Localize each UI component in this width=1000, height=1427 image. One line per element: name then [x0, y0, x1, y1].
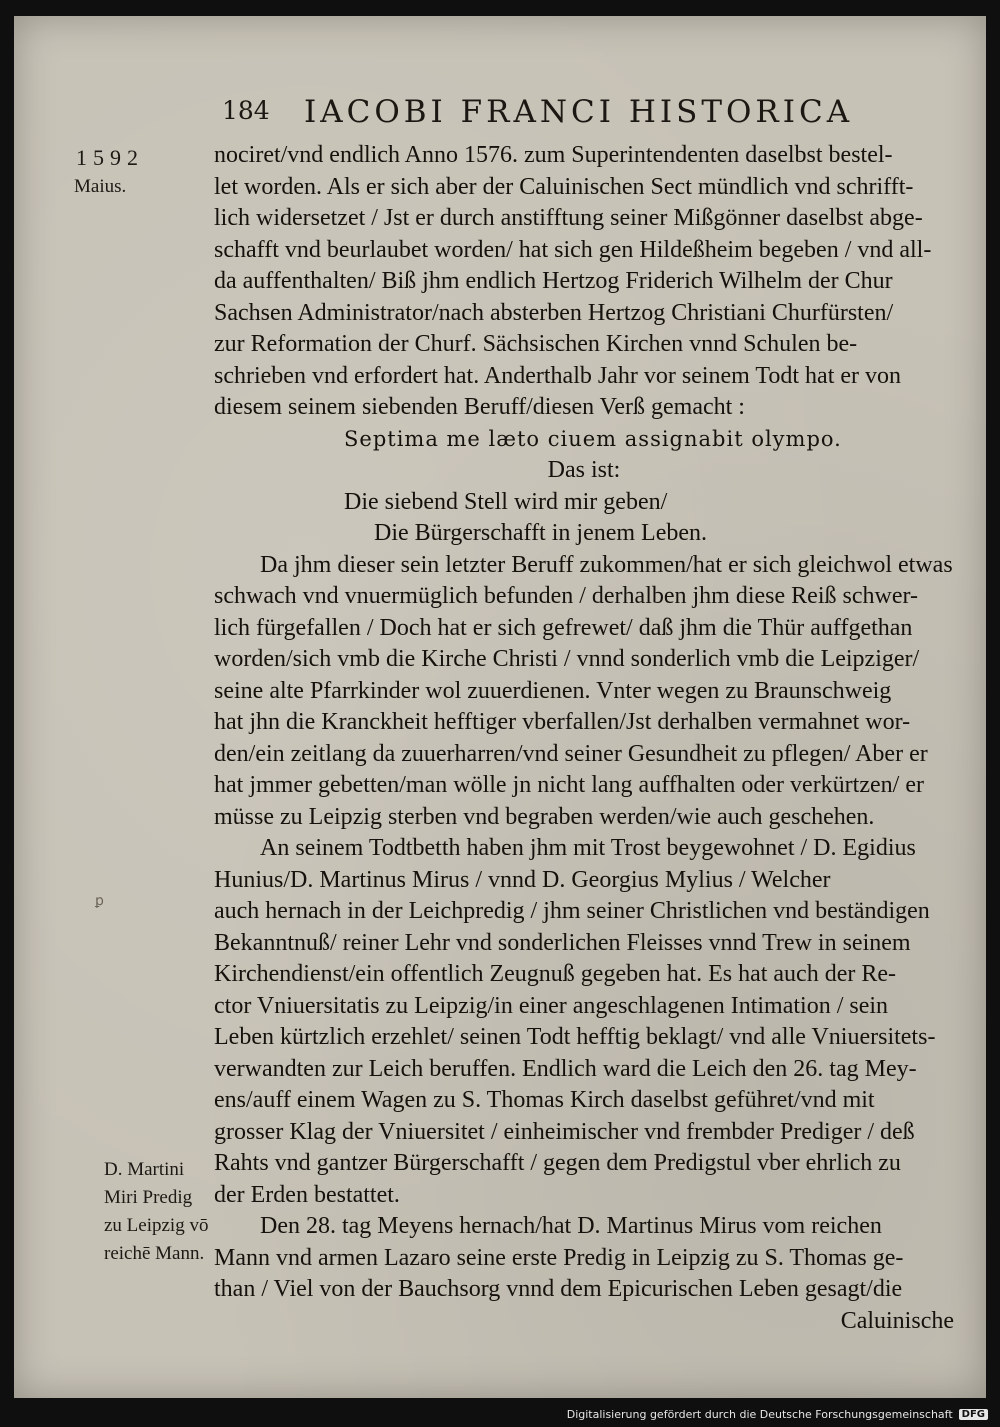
text-line: verwandten zur Leich beruffen. Endlich ward die Leich den 26. tag Mey-: [214, 1055, 917, 1082]
text-line: schafft vnd beurlaubet worden/ hat sich gen Hildeßheim begeben / vnd all-: [214, 236, 932, 263]
page-number: 184: [222, 96, 270, 125]
catchword: Caluinische: [840, 1307, 954, 1334]
text-line: auch hernach in der Leichpredig / jhm seiner Christlichen vnd beständigen: [214, 898, 930, 924]
text-line: lich fürgefallen / Doch hat er sich gefrewet/ daß jhm die Thür auffgethan: [214, 614, 913, 641]
latin-verse: Septima me læto ciuem assignabit olympo.: [344, 426, 842, 451]
page-mark: ꝑ: [95, 893, 104, 909]
text-line: schwach vnd vnuermüglich befunden / derhalben jhm diese Reiß schwer-: [214, 583, 918, 609]
text-line: Kirchendienst/ein offentlich Zeugnuß gegeben hat. Es hat auch der Re-: [214, 961, 896, 987]
text-line: diesem seinem siebenden Beruff/diesen Verß gemacht :: [214, 394, 745, 420]
text-line: lich widersetzet / Jst er durch anstifftung seiner Mißgönner daselbst abge-: [214, 205, 923, 231]
text-line: Sachsen Administrator/nach absterben Hertzog Christiani Churfürsten/: [214, 299, 894, 326]
text-line: seine alte Pfarrkinder wol zuuerdienen. Vnter wegen zu Braunschweig: [214, 677, 892, 704]
poem-line: Die siebend Stell wird mir geben/: [344, 488, 668, 515]
text-line: ctor Vniuersitatis zu Leipzig/in einer angeschlagenen Intimation / sein: [214, 992, 889, 1019]
margin-month: Maius.: [74, 176, 127, 197]
text-line: ens/auff einem Wagen zu S. Thomas Kirch daselbst geführet/vnd mit: [214, 1087, 875, 1113]
text-line: An seinem Todtbetth haben jhm mit Trost beygewohnet / D. Egidius: [260, 835, 916, 861]
text-line: der Erden bestattet.: [214, 1181, 400, 1208]
text-line: Den 28. tag Meyens hernach/hat D. Martinus Mirus vom reichen: [260, 1213, 882, 1239]
text-line: den/ein zeitlang da zuuerharren/vnd seiner Gesundheit zu pflegen/ Aber er: [214, 740, 928, 767]
sidenote-line: reichē Mann.: [104, 1243, 205, 1264]
running-title: IACOBI FRANCI HISTORICA: [304, 94, 854, 130]
das-ist-heading: Das ist:: [547, 457, 621, 483]
margin-year: 1592: [76, 145, 144, 170]
text-line: worden/sich vmb die Kirche Christi / vnnd sonderlich vmb die Leipziger/: [214, 646, 920, 672]
page-header: [204, 82, 884, 142]
sidenote-line: D. Martini: [104, 1159, 185, 1180]
text-line: Rahts vnd gantzer Bürgerschafft / gegen dem Predigstul vber ehrlich zu: [214, 1150, 901, 1176]
text-line: müsse zu Leipzig sterben vnd begraben werden/wie auch geschehen.: [214, 803, 875, 830]
body-text: [214, 140, 954, 1337]
dfg-logo-icon: DFG: [959, 1409, 988, 1420]
sidenote-line: Miri Predig: [104, 1187, 193, 1208]
text-line: schrieben vnd erfordert hat. Anderthalb Jahr vor seinem Todt hat er von: [214, 362, 901, 389]
text-line: hat jhn die Kranckheit hefftiger vberfallen/Jst derhalben vermahnet wor-: [214, 709, 911, 735]
text-line: nociret/vnd endlich Anno 1576. zum Superintendenten daselbst bestel-: [214, 142, 893, 168]
text-line: Da jhm dieser sein letzter Beruff zukommen/hat er sich gleichwol etwas: [260, 551, 953, 578]
text-line: Mann vnd armen Lazaro seine erste Predig in Leipzig zu S. Thomas ge-: [214, 1244, 904, 1271]
text-line: zur Reformation der Churf. Sächsischen Kirchen vnnd Schulen be-: [214, 331, 858, 357]
text-line: let worden. Als er sich aber der Caluinischen Sect mündlich vnd schrifft-: [214, 173, 914, 200]
footer-text: Digitalisierung gefördert durch die Deutsche Forschungsgemeinschaft: [566, 1408, 953, 1421]
text-line: hat jmmer gebetten/man wölle jn nicht lang auffhalten oder verkürtzen/ er: [214, 772, 924, 798]
text-line: da auffenthalten/ Biß jhm endlich Hertzog Friderich Wilhelm der Chur: [214, 268, 893, 294]
text-line: Bekanntnuß/ reiner Lehr vnd sonderlichen Fleisses vnnd Trew in seinem: [214, 929, 911, 956]
text-line: Hunius/D. Martinus Mirus / vnnd D. Georgius Mylius / Welcher: [214, 866, 831, 893]
sidenote-line: zu Leipzig vō: [104, 1215, 209, 1236]
text-line: Leben kürtzlich erzehlet/ seinen Todt hefftig beklagt/ vnd alle Vniuersitets-: [214, 1024, 936, 1050]
margin-sidenote: [104, 1156, 254, 1268]
text-line: than / Viel von der Bauchsorg vnnd dem Epicurischen Leben gesagt/die: [214, 1276, 903, 1302]
digitization-footer: [567, 1408, 988, 1421]
text-line: grosser Klag der Vniuersitet / einheimischer vnd frembder Prediger / deß: [214, 1118, 915, 1145]
poem-line: Die Bürgerschafft in jenem Leben.: [374, 520, 707, 546]
